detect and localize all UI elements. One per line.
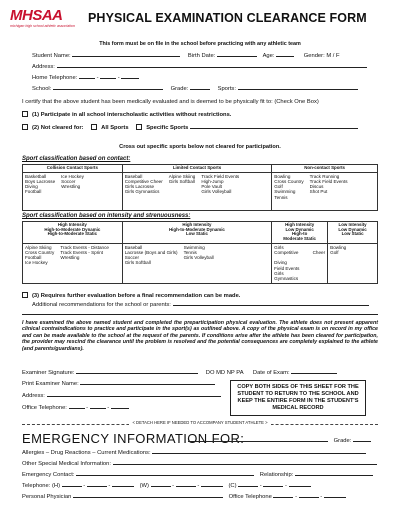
phone-h-prefix[interactable] (87, 481, 107, 487)
additional-field-line2[interactable] (22, 309, 378, 315)
other-medical-label: Other Special Medical Information: (22, 461, 111, 467)
sport-item: Wrestling (61, 184, 81, 190)
intensity-header-2: High Intensity High-to-Moderate Dynamic Low Static (122, 222, 271, 244)
intensity-heading: Sport classification based on intensity and strenuousness: (22, 213, 191, 219)
noncontact-header: Non-contact Sports (272, 165, 378, 173)
phone-w-prefix[interactable] (176, 481, 196, 487)
home-phone-area[interactable] (79, 73, 95, 79)
sport-item: Diving (274, 260, 287, 266)
logo-text: MHSAA (10, 7, 63, 24)
all-sports-checkbox[interactable] (91, 124, 97, 130)
physician-field[interactable] (73, 492, 223, 498)
telephone-w-label: (W) (139, 483, 149, 489)
intensity-header-3: High Intensity Low Dynamic High-to Moderate Static (272, 222, 328, 244)
office-phone-label: Office Telephone: (22, 405, 67, 411)
examiner-signature-label: Examiner Signature: (22, 370, 75, 376)
noncontact-list (274, 174, 375, 200)
other-medical-field[interactable] (113, 459, 377, 465)
sport-item: Wrestling (60, 255, 80, 261)
home-phone-label: Home Telephone: (32, 75, 78, 81)
sport-item: Girls Lacrosse (124, 184, 155, 190)
copy-instructions-box: COPY BOTH SIDES OF THIS SHEET FOR THE STUDENT TO RETURN TO THE SCHOOL AND KEEP THE ENTIRE FORM IN THE STUDENT'S MEDICAL RECORD (230, 380, 366, 416)
sport-item: Cheer (312, 249, 326, 255)
address-label: Address: (32, 64, 55, 70)
sport-item: Ice Hockey (61, 173, 84, 179)
examiner-statement: I have examined the above named student and completed the preparticipation physical evaluation. The athlete does not present apparent clinical contraindications to practice and participate in the sport(s) as outlined above. A copy of the physical exam is on record in my office and can be made available to the school at the request of the parents. If conditions arise after the athlete has been cleared for participation, the provider may rescind the clearance until the problem is resolved and the potential consequences are completely explained to the athlete (and parents/guardians). (22, 320, 378, 352)
collision-list (25, 174, 120, 195)
exam-date-field[interactable] (291, 368, 337, 374)
examiner-address-field[interactable] (47, 391, 221, 397)
sport-item: Boys Lacrosse (25, 178, 56, 184)
office-phone-prefix[interactable] (90, 403, 106, 409)
phone-c-area[interactable] (238, 481, 258, 487)
birth-date-field[interactable] (217, 51, 257, 57)
gender-label: Gender: (303, 53, 325, 59)
grade-label: Grade: (170, 86, 189, 92)
option3-checkbox[interactable] (22, 292, 28, 298)
sport-item: Cross Country (274, 178, 304, 184)
sport-item: Track Field Events (309, 178, 348, 184)
collision-header: Collision Contact Sports (23, 165, 123, 173)
option3-label: (3) Requires further evaluation before a final recommendation can be made. (32, 293, 241, 299)
phone-c-line[interactable] (289, 481, 311, 487)
sport-item: Discus (309, 184, 324, 190)
credentials-options[interactable]: DO MD NP PA (205, 370, 244, 376)
sport-item: Tennis (183, 249, 197, 255)
phone-w-area[interactable] (151, 481, 171, 487)
sport-item: Field Events (274, 265, 300, 271)
specific-sports-label: Specific Sports (146, 125, 189, 131)
sport-item: High-Jump (201, 178, 224, 184)
sport-item: Diving (25, 184, 38, 190)
intensity-col4-list (330, 245, 375, 256)
sport-item: Alpine Skiing (25, 244, 52, 250)
physician-phone-area[interactable] (273, 492, 293, 498)
address-field[interactable] (57, 62, 367, 68)
intensity-table (22, 221, 378, 284)
sports-label: Sports: (217, 86, 236, 92)
sport-item: Golf (274, 184, 283, 190)
telephone-h-label: Telephone: (H) (22, 483, 61, 489)
office-phone-line[interactable] (111, 403, 129, 409)
intensity-col3-list (274, 245, 325, 282)
age-label: Age: (262, 53, 275, 59)
sport-item: Alpine Skiing (168, 173, 196, 179)
sport-item: Ice Hockey (25, 260, 48, 266)
physician-phone-label: Office Telephone (228, 494, 272, 500)
examiner-address-label: Address: (22, 393, 45, 399)
print-name-label: Print Examiner Name: (22, 381, 79, 387)
sport-item: Lacrosse (Boys and Girls) (124, 249, 178, 255)
additional-field[interactable] (173, 300, 369, 306)
sport-item: Swimming (274, 189, 296, 195)
emergency-contact-field[interactable] (76, 470, 254, 476)
intensity-header-1: High Intensity High-to-Moderate Dynamic High-to-Moderate Static (23, 222, 123, 244)
sport-item: Baseball (124, 244, 143, 250)
specific-sports-checkbox[interactable] (136, 124, 142, 130)
certify-text: I certify that the above student has been medically evaluated and is deemed to be physically fit to: (Check One Box) (22, 99, 319, 105)
all-sports-label: All Sports (101, 125, 129, 131)
sport-item: Girls Volleyball (183, 255, 214, 261)
phone-h-area[interactable] (62, 481, 82, 487)
allergies-label: Allergies – Drug Reactions – Current Medications: (22, 450, 151, 456)
school-field[interactable] (53, 84, 163, 90)
sport-item: Bowling (274, 173, 291, 179)
sport-item: Competitive Cheer (124, 178, 163, 184)
student-name-field[interactable] (72, 51, 180, 57)
exam-date-label: Date of Exam: (252, 370, 290, 376)
sport-item: Soccer (61, 178, 76, 184)
home-phone-line[interactable] (121, 73, 139, 79)
sport-item: Baseball (124, 173, 143, 179)
sport-item: Tennis (274, 194, 288, 200)
physician-phone-line[interactable] (324, 492, 346, 498)
sport-item: Golf (330, 249, 339, 255)
sport-item: Bowling (330, 244, 347, 250)
sport-item: Track Events - Distance (60, 244, 109, 250)
limited-header: Limited Contact Sports (122, 165, 272, 173)
detach-label: < DETACH HERE IF NEEDED TO ACCOMPANY STUDENT ATHLETE > (129, 420, 270, 425)
gender-options[interactable]: M / F (326, 53, 340, 59)
office-phone-area[interactable] (69, 403, 85, 409)
sport-item: Swimming (183, 244, 205, 250)
sport-item: Football (25, 255, 42, 261)
contact-heading: Sport classification based on contact: (22, 156, 131, 162)
option2-checkbox[interactable] (22, 124, 28, 130)
sport-item: Cross Country (25, 249, 55, 255)
telephone-c-label: (C) (228, 483, 237, 489)
intensity-header-4: Low Intensity Low Dynamic Low Static (328, 222, 378, 244)
sport-item: Girls Gymnastics (124, 189, 160, 195)
emergency-contact-label: Emergency Contact: (22, 472, 75, 478)
intensity-col2-list (125, 245, 269, 266)
relationship-field[interactable] (295, 470, 373, 476)
phone-h-line[interactable] (112, 481, 134, 487)
sport-item: Football (25, 189, 42, 195)
sport-item: Girls Volleyball (201, 189, 232, 195)
allergies-field[interactable] (152, 448, 366, 454)
grade-field[interactable] (190, 84, 210, 90)
option2-label: (2) Not cleared for: (32, 125, 84, 131)
specific-sports-field[interactable] (190, 123, 358, 129)
emergency-grade-label: Grade: (333, 438, 352, 444)
sport-item: Pole Vault (201, 184, 222, 190)
sport-item: Soccer (124, 255, 140, 261)
emergency-title: EMERGENCY INFORMATION FOR: (22, 431, 245, 446)
limited-list (125, 174, 270, 195)
birth-date-label: Birth Date: (187, 53, 216, 59)
school-label: School: (32, 86, 52, 92)
additional-label: Additional recommendations for the school or parents: (32, 302, 171, 308)
sports-field[interactable] (238, 84, 358, 90)
contact-table (22, 164, 378, 211)
home-phone-prefix[interactable] (100, 73, 116, 79)
physician-phone-prefix[interactable] (299, 492, 319, 498)
intensity-col1-list (25, 245, 120, 266)
age-field[interactable] (276, 51, 294, 57)
sport-item: Shot Put (309, 189, 328, 195)
mhsaa-logo (10, 7, 75, 30)
relationship-label: Relationship: (259, 472, 294, 478)
form-title: PHYSICAL EXAMINATION CLEARANCE FORM (88, 11, 367, 25)
examiner-signature-field[interactable] (76, 368, 198, 374)
sport-item: Track Field Events (201, 173, 240, 179)
sport-item: Girls Softball (168, 178, 195, 184)
cross-out-instruction: Cross out specific sports below not cleared for participation. (119, 144, 281, 150)
print-name-field[interactable] (80, 379, 215, 385)
form-notice: This form must be on file in the school before practicing with any athletic team (99, 41, 301, 47)
sport-item: Track Running (309, 173, 340, 179)
phone-c-prefix[interactable] (263, 481, 283, 487)
emergency-grade-field[interactable] (353, 436, 371, 442)
sport-item: Girls Competitive (274, 244, 299, 255)
sport-item: Girls Softball (124, 260, 151, 266)
logo-subtitle: michigan high school athletic association (10, 24, 75, 28)
sport-item: Track Events - Sprint (60, 249, 104, 255)
student-name-label: Student Name: (32, 53, 71, 59)
phone-w-line[interactable] (201, 481, 223, 487)
option1-checkbox[interactable] (22, 111, 28, 117)
option1-label: (1) Participate in all school interscholastic activities without restrictions. (32, 112, 232, 118)
physician-label: Personal Physician (22, 494, 72, 500)
sport-item: Basketball (25, 173, 47, 179)
emergency-name-field[interactable] (188, 436, 328, 442)
sport-item: Girls Gymnastics (274, 270, 299, 282)
